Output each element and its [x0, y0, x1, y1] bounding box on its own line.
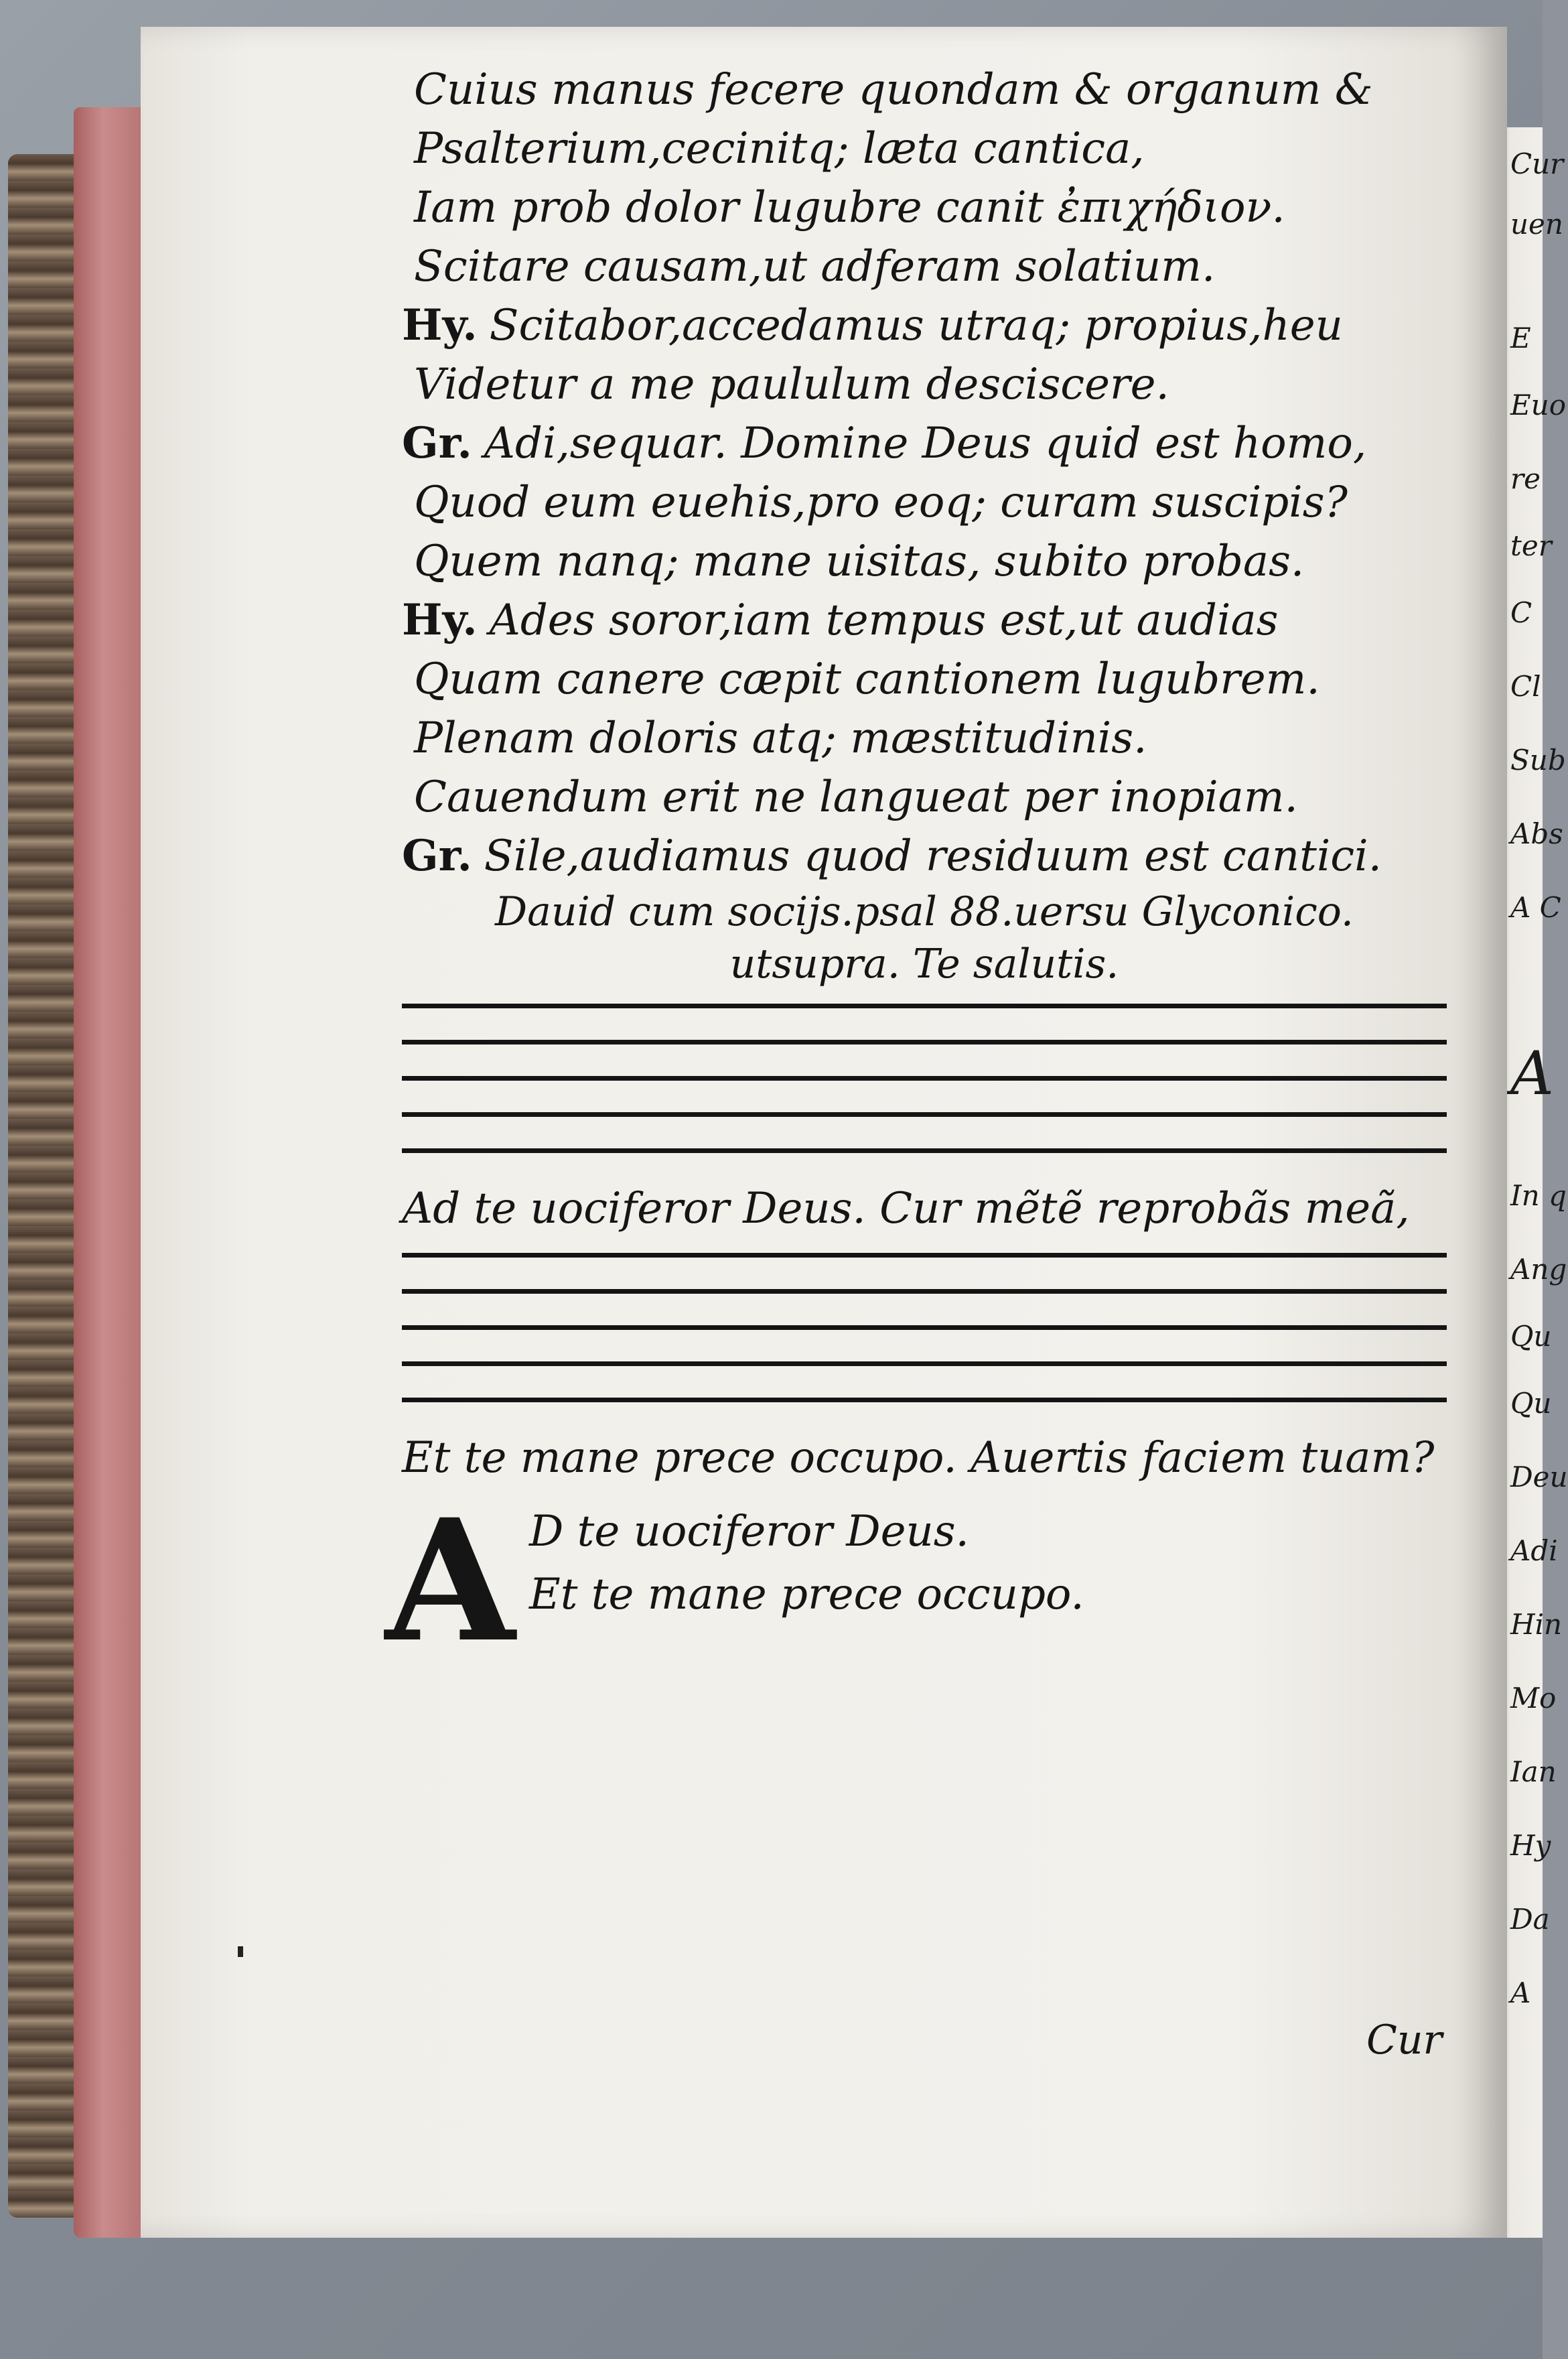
fragment-text: A [1510, 1038, 1554, 1109]
verse-line [402, 60, 1447, 119]
verse-line [402, 178, 1447, 237]
verse-text: Plenam doloris atq; mæstitudinis. [414, 714, 1147, 763]
speaker-label: Hy. [402, 300, 478, 350]
fragment-text: Deu [1510, 1461, 1568, 1493]
catchword: Cur [1366, 2017, 1443, 2064]
staff-line [402, 1398, 1447, 1402]
ink-speck [238, 1946, 243, 1957]
page-edges [74, 107, 147, 2238]
speaker-label: Hy. [402, 595, 478, 645]
fragment-text: Qu [1510, 1387, 1552, 1420]
staff-line [402, 1004, 1447, 1008]
verse-text: Scitabor,accedamus utraq; propius,heu [489, 301, 1343, 350]
fragment-text: Hin [1510, 1608, 1563, 1641]
music-staff [402, 1253, 1447, 1402]
verse-line [402, 119, 1447, 178]
staff-line [402, 1076, 1447, 1081]
fragment-text: re [1510, 462, 1541, 495]
fragment-text: E [1510, 322, 1531, 354]
verse-line [402, 768, 1447, 827]
verse-text: Cauendum erit ne langueat per inopiam. [414, 772, 1298, 822]
fragment-text: Cl [1510, 670, 1541, 703]
verse-text: Sile,audiamus quod residuum est cantici. [484, 831, 1382, 881]
lyric-line: Et te mane prece occupo. Auertis faciem tuam? [402, 1433, 1435, 1483]
verse-text: Videtur a me paululum desciscere. [414, 360, 1169, 409]
verse-line [402, 296, 1447, 355]
fragment-text: Ang [1510, 1253, 1567, 1286]
verse-text: Iam prob dolor lugubre canit ἐπιχήδιον. [414, 183, 1285, 232]
fragment-text: In q [1510, 1179, 1567, 1212]
verse-line [402, 650, 1447, 709]
staff-line [402, 1253, 1447, 1258]
staff-line [402, 1112, 1447, 1117]
drop-cap-block [385, 1482, 1447, 1679]
page-text [385, 60, 1447, 1679]
staff-line [402, 1040, 1447, 1044]
verse-text: Scitare causam,ut adferam solatium. [414, 242, 1216, 291]
fragment-text: Da [1510, 1903, 1550, 1936]
fragment-text: Adi [1510, 1534, 1558, 1567]
music-staff [402, 1004, 1447, 1153]
fragment-text: C [1510, 596, 1533, 629]
drop-cap-line: Et te mane prece occupo. [529, 1570, 1084, 1619]
fragment-text: Cur [1510, 147, 1564, 180]
lyric-line: Ad te uociferor Deus. Cur mẽtẽ reprobãs meã, [402, 1184, 1410, 1233]
staff-line [402, 1289, 1447, 1294]
fragment-text: Mo [1510, 1682, 1557, 1714]
drop-cap: A [385, 1482, 515, 1679]
verse-line [402, 355, 1447, 414]
fragment-text: A C [1510, 891, 1561, 924]
staff-line [402, 1148, 1447, 1153]
verse-text: Ades soror,iam tempus est,ut audias [489, 596, 1279, 645]
verse-text: Quem nanq; mane uisitas, subito probas. [414, 537, 1305, 586]
staff-line [402, 1325, 1447, 1330]
verse-line [402, 532, 1447, 591]
verse-text: Cuius manus fecere quondam & organum & [414, 65, 1373, 115]
verse-text: Quam canere cæpit cantionem lugubrem. [414, 655, 1320, 704]
fragment-text: Qu [1510, 1320, 1552, 1353]
verse-line [402, 709, 1447, 768]
verse-line [402, 473, 1447, 532]
verse-line [402, 827, 1447, 886]
fragment-text: Sub [1510, 744, 1566, 777]
verse-line [402, 414, 1447, 473]
verse-line [402, 591, 1447, 650]
fragment-text: A [1510, 1976, 1531, 2009]
fragment-text: ter [1510, 529, 1552, 562]
drop-cap-line: D te uociferor Deus. [529, 1507, 969, 1556]
verse-line [402, 237, 1447, 296]
speaker-label: Gr. [402, 418, 472, 468]
speaker-label: Gr. [402, 831, 472, 881]
section-heading: Dauid cum socijs.psal 88.uersu Glyconico. [495, 888, 1354, 935]
verse-text: Adi,sequar. Domine Deus quid est homo, [484, 419, 1367, 468]
fragment-text: Abs [1510, 817, 1563, 850]
fragment-text: Euo [1510, 389, 1566, 421]
verse-text: Psalterium,cecinitq; læta cantica, [414, 124, 1145, 174]
section-subheading: utsupra. Te salutis. [729, 941, 1119, 988]
staff-line [402, 1361, 1447, 1366]
fragment-text: Ian [1510, 1755, 1557, 1788]
fragment-text: Hy [1510, 1829, 1551, 1862]
verse-text: Quod eum euehis,pro eoq; curam suscipis? [414, 478, 1348, 527]
fragment-text: uen [1510, 208, 1563, 241]
